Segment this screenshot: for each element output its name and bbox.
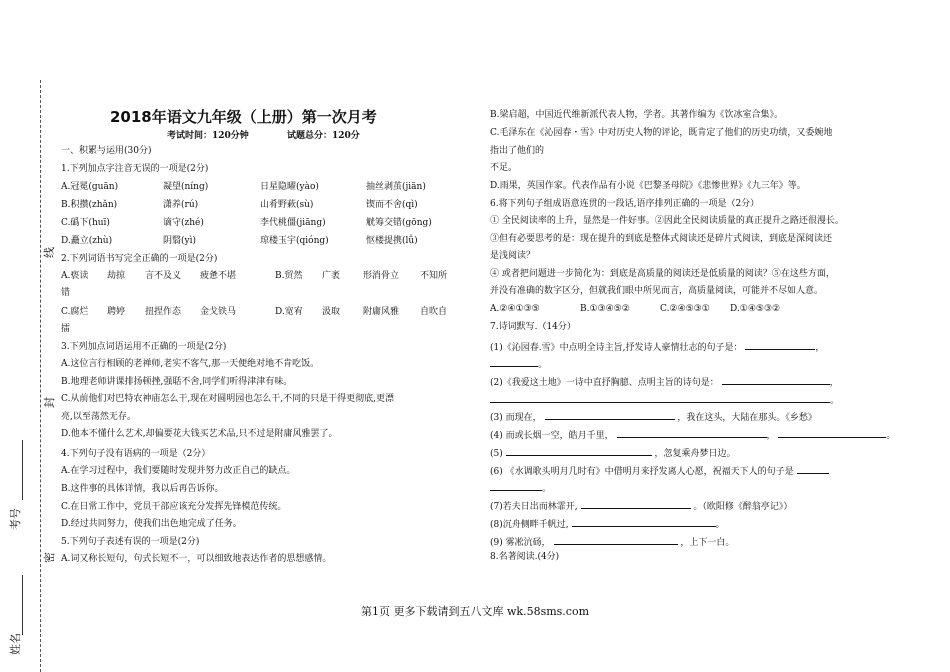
q1-option: 潇养(rú) bbox=[163, 200, 199, 210]
answer-blank[interactable] bbox=[545, 410, 675, 420]
q7-line-2: (2)《我爱这土地》一诗中直抒胸臆、点明主旨的诗句是： ， bbox=[490, 375, 839, 389]
exam-total-score: 试题总分：120分 bbox=[287, 131, 360, 141]
q7-line-2-cont: 。 bbox=[490, 393, 839, 407]
q5-option-b: B.梁启超，中国近代维新派代表人物，学者。其著作编为《饮冰室合集》。 bbox=[490, 110, 783, 120]
q7-line-5: (5) ，忽复乘舟梦日边。 bbox=[490, 446, 736, 460]
q7-line-5-text: ，忽复乘舟梦日边。 bbox=[654, 449, 736, 459]
q2-word: 附庸风雅 bbox=[363, 307, 400, 317]
exam-number-label: 考号 bbox=[9, 508, 22, 530]
q1-option: B.积攒(zhǎn) bbox=[61, 200, 118, 210]
q4-option-d: D.经过共同努力，使我们出色地完成了任务。 bbox=[61, 519, 242, 529]
cut-line-label: 线 bbox=[43, 247, 56, 258]
q1-option: 日星隐曜(yào) bbox=[260, 182, 319, 192]
q6-option: C.②④⑤③① bbox=[660, 304, 710, 314]
q5-option-a: A.词又称长短句，句式长短不一，可以细致地表达作者的思想感情。 bbox=[61, 554, 332, 564]
q5-option-c-cont: 指出了他们的 bbox=[490, 146, 545, 156]
q7-line-7 bbox=[490, 499, 792, 513]
q7-line-1-cont: 。 bbox=[490, 357, 547, 371]
question-5-stem: 5.下列句子表述有误的一项是(2分) bbox=[61, 537, 200, 547]
q2-word: 汲取 bbox=[322, 307, 341, 317]
answer-blank[interactable] bbox=[554, 535, 678, 545]
q7-line-6 bbox=[490, 464, 829, 478]
seal-label: 封 bbox=[43, 397, 56, 408]
q6-passage: ③但有必要思考的是：现在提升的到底是整体式阅读还是碎片式阅读，到底是深阅读还 bbox=[490, 234, 833, 244]
answer-blank[interactable] bbox=[745, 340, 815, 350]
answer-blank[interactable] bbox=[778, 428, 886, 438]
q7-line-4-text: (4) 而或长烟一空，皓月千里， bbox=[490, 431, 614, 441]
q2-word: 金戈铁马 bbox=[200, 307, 237, 317]
q2-word: 不知所 bbox=[420, 271, 448, 281]
q2-word: 疲惫不堪 bbox=[200, 271, 237, 281]
q6-passage: 是浅阅读？ bbox=[490, 251, 536, 261]
q7-line-6-text: (6) 《水调歌头明月几时有》中借明月来抒发离人心愿，祝福天下人的句子是 bbox=[490, 467, 794, 477]
q1-option: 李代桃僵(jiāng) bbox=[260, 218, 326, 228]
q2-word: 言不及义 bbox=[145, 271, 182, 281]
answer-blank[interactable] bbox=[490, 481, 542, 491]
q1-option: 琼楼玉宇(qióng) bbox=[260, 236, 329, 246]
q2-option-d: D.宽宥 bbox=[275, 307, 303, 317]
q7-line-1: (1)《沁园春.雪》中点明全诗主旨,抒发诗人豪情壮志的句子是： ， bbox=[490, 340, 824, 354]
exam-title: 2018年语文九年级（上册）第一次月考 bbox=[110, 108, 377, 126]
q1-option: C.䃣下(huī) bbox=[61, 218, 110, 228]
q6-option: D.①④⑤③② bbox=[730, 304, 781, 314]
question-1-stem: 1.下列加点字注音无误的一项是(2分) bbox=[61, 164, 209, 174]
answer-blank[interactable] bbox=[572, 517, 716, 527]
question-2-stem: 2.下列词语书写完全正确的一项是(2分) bbox=[61, 254, 218, 264]
q7-line-8-text: (8)沉舟侧畔千帆过, bbox=[490, 520, 569, 530]
exam-time: 考试时间：120分钟 bbox=[167, 131, 249, 141]
q6-passage: ① 全民阅读率的上升，显然是一件好事。②因此全民阅读质量的真正提升之路还很漫长。 bbox=[490, 216, 844, 226]
q2-option-b: B.贸然 bbox=[275, 271, 303, 281]
q5-option-c: C.毛泽东在《沁园春・雪》中对历史人物的评论，既肯定了他们的历史功绩，又委婉地 bbox=[490, 128, 833, 138]
answer-blank[interactable] bbox=[617, 428, 767, 438]
q2-word: 广袤 bbox=[322, 271, 341, 281]
q4-option-a: A.在学习过程中，我们要随时发现并努力改正自己的缺点。 bbox=[61, 466, 296, 476]
q1-option: 谪守(zhé) bbox=[163, 218, 204, 228]
q1-option: A.冠冕(guān) bbox=[61, 182, 119, 192]
answer-blank[interactable] bbox=[506, 446, 652, 456]
q7-line-7-text-end: 。（欧阳修《醉翁亭记》） bbox=[693, 502, 793, 512]
q6-passage: ④ 或者把问题进一步简化为：到底是高质量的阅读还是低质量的阅读？⑤在这些方面， bbox=[490, 269, 835, 279]
answer-blank[interactable] bbox=[581, 499, 691, 509]
question-6-stem: 6.将下列句子组成语意连贯的一段话,语序排列正确的一项是（2分） bbox=[490, 199, 760, 209]
q3-option-d: D.他本不懂什么艺术,却偏要花大钱买艺术品,只不过是附庸风雅罢了。 bbox=[61, 429, 338, 439]
binding-dashed-line bbox=[40, 80, 41, 672]
q5-option-d: D.雨果，英国作家。代表作品有小说《巴黎圣母院》《悲惨世界》《九三年》等。 bbox=[490, 181, 806, 191]
q4-option-b: B.这件事的具体详情，我以后再告诉你。 bbox=[61, 484, 224, 494]
q1-option: 山肴野蔌(sù) bbox=[260, 200, 314, 210]
question-8-stem: 8.名著阅读.(4分) bbox=[490, 552, 560, 562]
q1-option: 阴翳(yì) bbox=[163, 236, 196, 246]
q4-option-c: C.在日常工作中，党员干部应该充分发挥先锋模范传统。 bbox=[61, 502, 287, 512]
q2-word: 聘婷 bbox=[107, 307, 126, 317]
q7-line-1-text: (1)《沁园春.雪》中点明全诗主旨,抒发诗人豪情壮志的句子是： bbox=[490, 343, 743, 353]
q7-line-7-text: (7)若夫日出而林霏开, bbox=[490, 502, 578, 512]
q2-word: 自吹自 bbox=[420, 307, 448, 317]
question-3-stem: 3.下列加点词语运用不正确的一项是(2分) bbox=[61, 342, 227, 352]
q3-option-c: C.从前他们对巴特农神庙怎么干,现在对圆明园也怎么干,不同的只是干得更彻底,更漂 bbox=[61, 394, 395, 404]
q7-line-3 bbox=[490, 410, 817, 424]
q7-line-4: (4) 而或长烟一空，皓月千里， ， 。 bbox=[490, 428, 895, 442]
q7-line-3-text-end: ，我在这头，大陆在那头。《乡愁》 bbox=[677, 413, 817, 423]
q1-option: 锲而不舍(qì) bbox=[366, 200, 418, 210]
q7-line-6-cont: 。 bbox=[490, 481, 551, 495]
q1-option: 抽丝剥茧(jiān) bbox=[366, 182, 426, 192]
q7-line-3-text: (3) 而现在， bbox=[490, 413, 542, 423]
q6-option: B.①③④⑤② bbox=[580, 304, 630, 314]
q2-wrap: 错 bbox=[61, 288, 71, 298]
q5-option-c-cont: 不足。 bbox=[490, 163, 518, 173]
mi-label: 密 bbox=[43, 552, 56, 563]
answer-blank[interactable] bbox=[722, 375, 830, 385]
exam-number-blank[interactable] bbox=[22, 440, 23, 500]
q2-word: 形消骨立 bbox=[363, 271, 400, 281]
q6-passage: 并没有准确的数字区分，但就我们眼中所见而言，高质量阅读，可能并不尽如人意。 bbox=[490, 286, 824, 296]
page-footer: 第1页 更多下载请到五八文库 wk.58sms.com bbox=[361, 605, 589, 618]
answer-blank[interactable] bbox=[490, 393, 830, 403]
q2-option-a: A.亵读 bbox=[61, 271, 89, 281]
q7-line-2-text: (2)《我爱这土地》一诗中直抒胸臆、点明主旨的诗句是： bbox=[490, 378, 719, 388]
q1-option: D.矗立(zhù) bbox=[61, 236, 113, 246]
q2-word: 劫掠 bbox=[107, 271, 126, 281]
q7-line-9-text: (9) 雾凇沆砀， bbox=[490, 538, 551, 548]
question-7-stem: 7.诗词默写.（14分） bbox=[490, 322, 576, 332]
q1-option: 觥筹交错(gōng) bbox=[366, 218, 432, 228]
q2-option-c: C.腐烂 bbox=[61, 307, 89, 317]
q2-word: 扭捏作态 bbox=[145, 307, 182, 317]
section-heading: 一、积累与运用(30分) bbox=[61, 146, 152, 156]
q7-line-9 bbox=[490, 535, 734, 549]
q1-option: 凝望(níng) bbox=[163, 182, 209, 192]
question-4-stem: 4.下列句子没有语病的一项是（2分） bbox=[61, 449, 211, 459]
student-name-label: 姓名 bbox=[9, 633, 22, 655]
q3-option-a: A.这位言行相顾的老禅师,老实不客气,那一天便绝对地不肯吃饭。 bbox=[61, 359, 320, 369]
q7-line-9-text-end: ，上下一白。 bbox=[680, 538, 735, 548]
answer-blank[interactable] bbox=[490, 357, 538, 367]
q1-option: 怄楼提携(lǚ) bbox=[366, 236, 418, 246]
q3-option-c-cont: 亮,以至荡然无存。 bbox=[61, 412, 136, 422]
q6-option: A.②④①③⑤ bbox=[490, 304, 540, 314]
answer-blank[interactable] bbox=[797, 464, 829, 474]
q2-wrap: 擂 bbox=[61, 324, 71, 334]
q7-line-8: (8)沉舟侧畔千帆过, 。 bbox=[490, 517, 725, 531]
q3-option-b: B.地理老师讲课排扬顿挫,强聒不舍,同学们听得津津有味。 bbox=[61, 377, 293, 387]
